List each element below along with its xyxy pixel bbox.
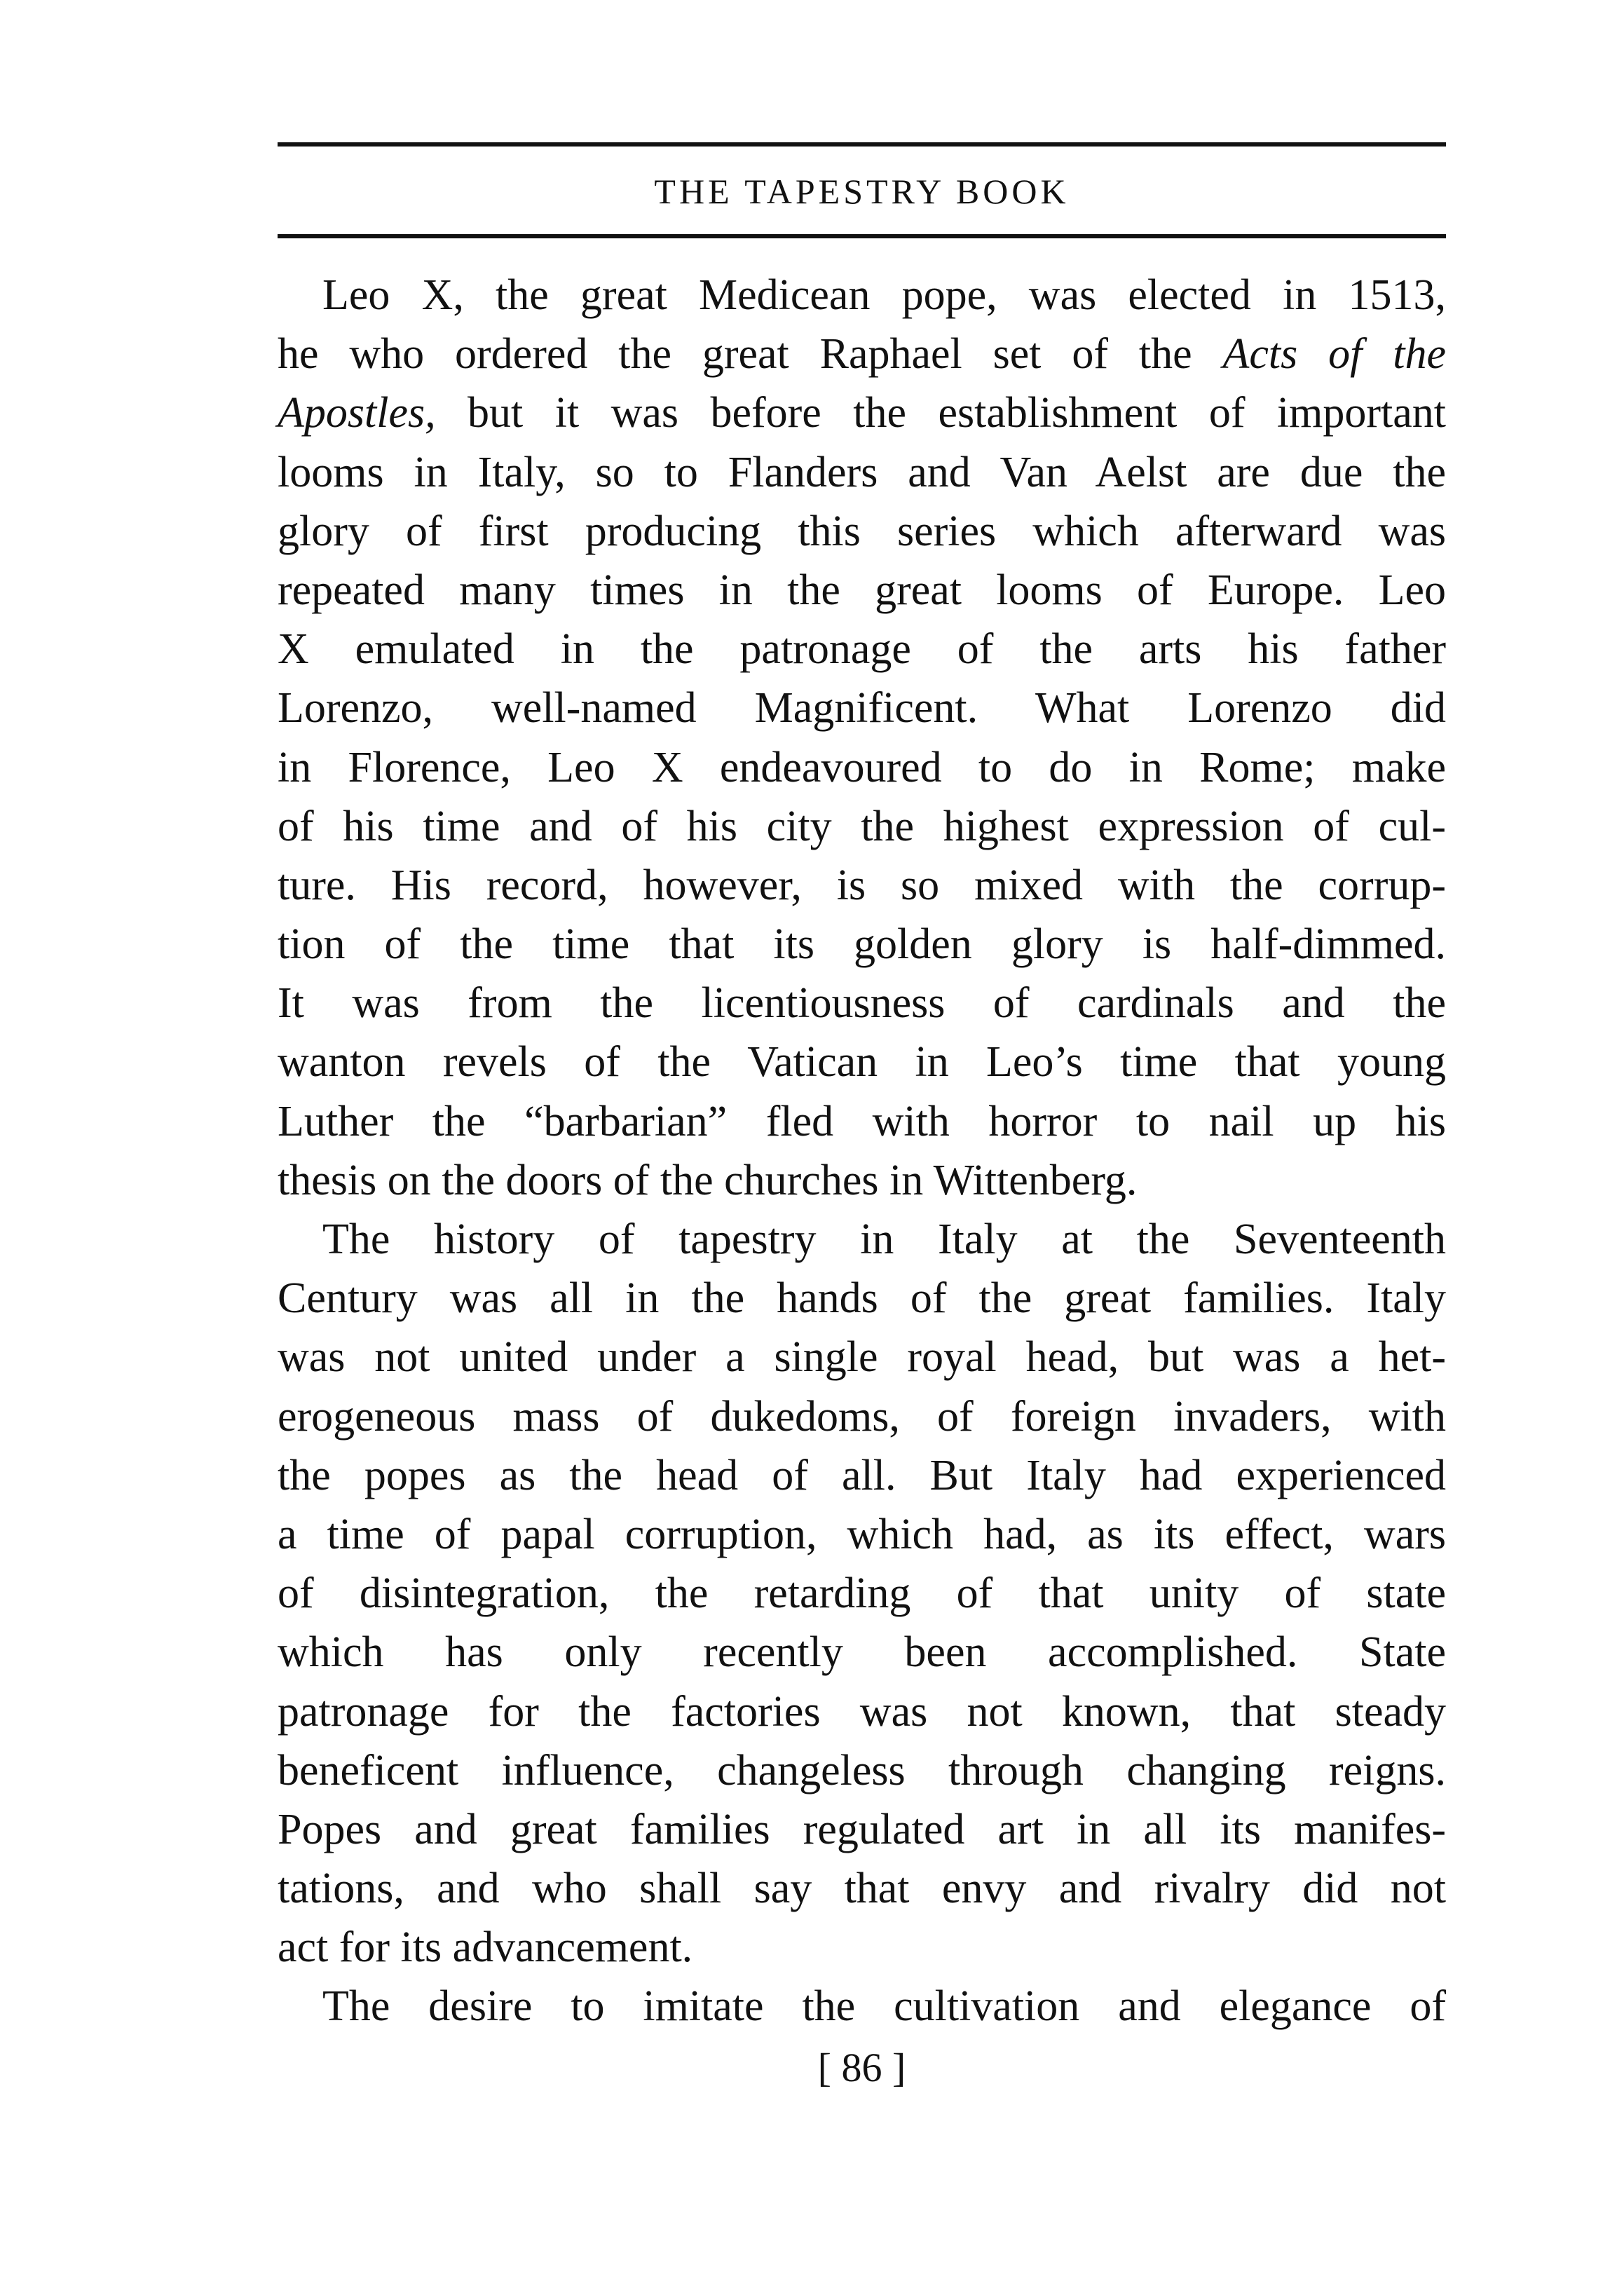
text-line [278, 1033, 1446, 1091]
text-segment: but it was before the establishment of important [435, 389, 1446, 437]
text-line [278, 679, 1446, 737]
text-line [278, 974, 1446, 1033]
text-line [278, 797, 1446, 856]
text-segment: glory of first producing this series which afterward was [278, 507, 1446, 555]
running-head: THE TAPESTRY BOOK [654, 172, 1070, 211]
text-line [278, 1328, 1446, 1387]
text-segment: which has only recently been accomplished. State [278, 1628, 1446, 1677]
text-line [278, 1564, 1446, 1623]
text-segment: It was from the licentiousness of cardinals and the [278, 979, 1446, 1028]
text-line [278, 325, 1446, 383]
text-line [278, 561, 1446, 620]
text-line [278, 1623, 1446, 1682]
text-segment: tations, and who shall say that envy and rivalry did not [278, 1865, 1446, 1913]
text-segment: X emulated in the patronage of the arts his father [278, 625, 1446, 674]
text-line [278, 1387, 1446, 1446]
text-line [278, 1092, 1446, 1151]
text-line [278, 1977, 1446, 2036]
text-segment: beneficent influence, changeless through changing reigns. [278, 1746, 1446, 1795]
text-segment: ture. His record, however, is so mixed with the corrup- [278, 861, 1446, 909]
text-line [278, 1269, 1446, 1328]
text-segment: repeated many times in the great looms of Europe. Leo [278, 566, 1446, 614]
paragraph [278, 1210, 1446, 1977]
text-segment: erogeneous mass of dukedoms, of foreign invaders, with [278, 1392, 1446, 1441]
text-segment: was not united under a single royal head, but was a het- [278, 1333, 1446, 1382]
text-line [278, 1800, 1446, 1859]
text-segment: act for its advancement. [278, 1923, 693, 1972]
text-segment: patronage for the factories was not known, that steady [278, 1687, 1446, 1736]
page-number: [ 86 ] [817, 2045, 906, 2090]
paragraph [278, 266, 1446, 1210]
text-segment: of his time and of his city the highest expression of cul- [278, 802, 1446, 850]
text-line [278, 1210, 1446, 1269]
text-line [278, 1682, 1446, 1741]
text-segment: of disintegration, the retarding of that unity of state [278, 1569, 1446, 1618]
text-line [278, 1505, 1446, 1564]
text-line [278, 1918, 1446, 1977]
text-segment: a time of papal corruption, which had, as its effect, wars [278, 1510, 1446, 1558]
text-segment: Popes and great families regulated art in all its manifes- [278, 1805, 1446, 1853]
text-line [278, 383, 1446, 442]
text-segment: Lorenzo, well-named Magnificent. What Lorenzo did [278, 684, 1446, 733]
text-segment: tion of the time that its golden glory is half-dimmed. [278, 920, 1446, 969]
text-segment: thesis on the doors of the churches in Wittenberg. [278, 1156, 1138, 1204]
text-segment: the popes as the head of all. But Italy had experienced [278, 1451, 1446, 1499]
text-segment: The desire to imitate the cultivation and elegance of [322, 1982, 1446, 2031]
text-line [278, 1741, 1446, 1800]
header-rule-top [278, 142, 1446, 147]
text-line [278, 915, 1446, 974]
italic-title: Apostles, [278, 389, 436, 437]
text-segment: Leo X, the great Medicean pope, was elected in 1513, [322, 271, 1446, 319]
text-segment: Century was all in the hands of the great families. Italy [278, 1274, 1446, 1323]
text-segment: Luther the “barbarian” fled with horror to nail up his [278, 1097, 1446, 1145]
text-segment: The history of tapestry in Italy at the Seventeenth [322, 1215, 1446, 1263]
text-line [278, 1151, 1446, 1210]
italic-title: Acts of the [1222, 330, 1446, 379]
text-segment: in Florence, Leo X endeavoured to do in Rome; make [278, 743, 1446, 791]
text-line [278, 266, 1446, 325]
text-line [278, 620, 1446, 679]
text-segment: he who ordered the great Raphael set of the [278, 330, 1223, 379]
body-text [278, 266, 1446, 2036]
text-line [278, 443, 1446, 502]
text-line [278, 856, 1446, 915]
text-line [278, 1859, 1446, 1918]
text-segment: looms in Italy, so to Flanders and Van Aelst are due the [278, 448, 1446, 496]
text-line [278, 1446, 1446, 1505]
text-line [278, 738, 1446, 797]
header-rule-bottom [278, 234, 1446, 238]
text-line [278, 502, 1446, 561]
text-segment: wanton revels of the Vatican in Leo’s time that young [278, 1038, 1446, 1087]
paragraph [278, 1977, 1446, 2036]
